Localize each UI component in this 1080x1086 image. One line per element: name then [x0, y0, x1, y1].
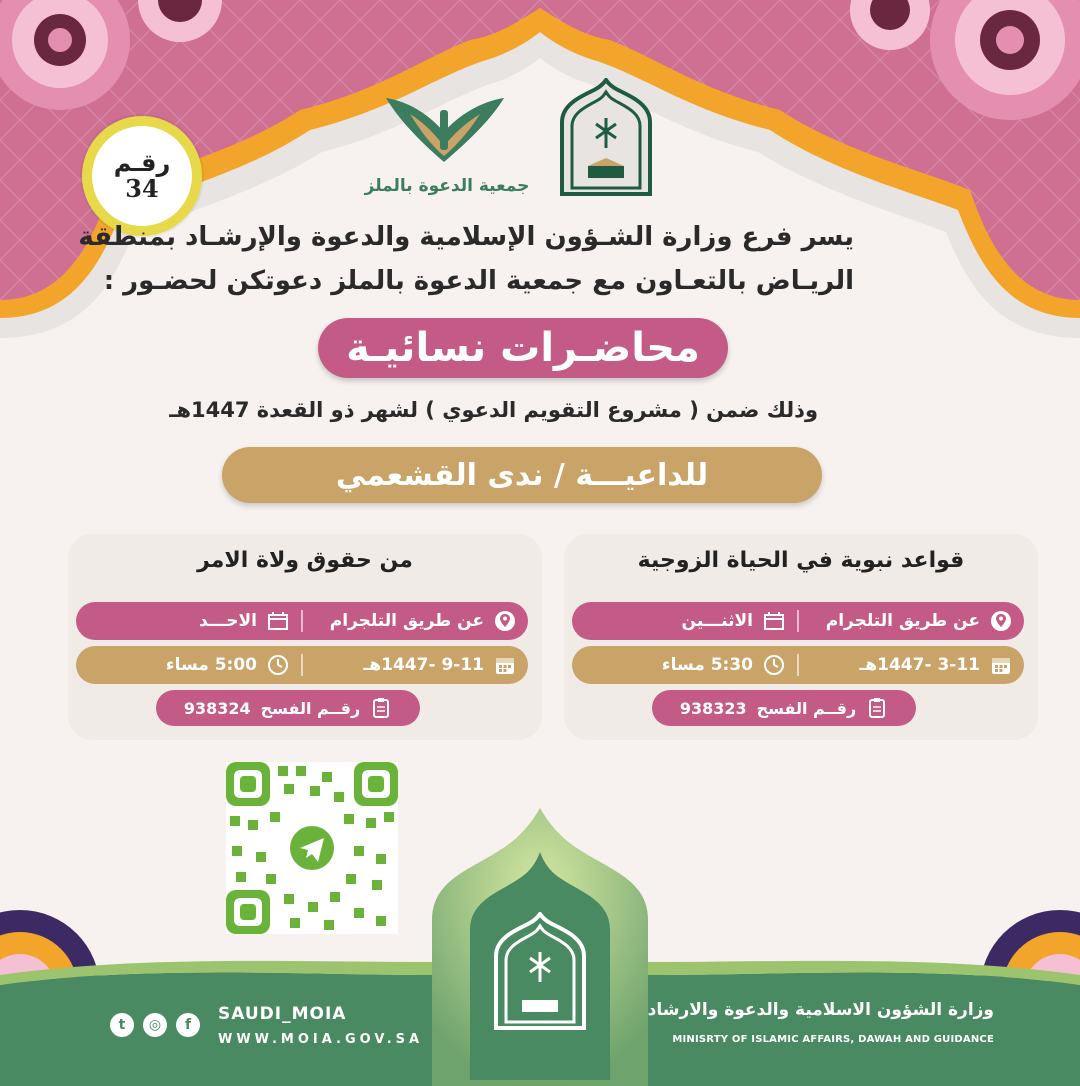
session-card-1: [564, 534, 1038, 740]
session-day: الاثنـــين: [681, 611, 754, 631]
session-pass: [652, 690, 916, 726]
clock-icon: [267, 654, 289, 676]
session-date-row: [76, 646, 528, 684]
session-platform-row: [572, 602, 1024, 640]
pass-label: رقــم الفسح: [756, 698, 857, 718]
session-pass: [156, 690, 420, 726]
ministry-emblem-icon: [558, 78, 654, 196]
footer-emblem-icon: [492, 912, 588, 1030]
project-line: وذلك ضمن ( مشروع التقويم الدعوي ) لشهر ذو القعدة 1447هـ: [169, 398, 818, 422]
instagram-icon[interactable]: ◎: [143, 1013, 167, 1037]
session-date: 3-11 -1447هـ: [859, 655, 980, 675]
session-platform: عن طريق التلجرام: [329, 611, 484, 631]
session-title: قواعد نبوية في الحياة الزوجية: [637, 548, 965, 573]
pass-number: 938324: [183, 698, 251, 718]
session-date-row: [572, 646, 1024, 684]
location-pin-icon: [494, 610, 516, 632]
clock-icon: [763, 654, 785, 676]
pass-label: رقــم الفسح: [260, 698, 361, 718]
footer-website[interactable]: WWW.MOIA.GOV.SA: [218, 1032, 424, 1047]
footer-ministry-ar: وزارة الشؤون الاسلامية والدعوة والارشاد: [647, 1000, 994, 1020]
twitter-icon[interactable]: t: [110, 1013, 134, 1037]
pass-number: 938323: [679, 698, 747, 718]
clipboard-icon: [866, 697, 888, 719]
number-badge: [92, 126, 192, 226]
partner-logo-icon: [382, 88, 508, 174]
intro-line-1: يسر فرع وزارة الشـؤون الإسلامية والدعوة والإرشـاد بمنطقة: [78, 222, 854, 252]
calendar-icon: [763, 610, 785, 632]
partner-logo-caption: جمعية الدعوة بالملز: [364, 176, 530, 196]
badge-number: 34: [125, 174, 159, 203]
session-platform-row: [76, 602, 528, 640]
main-title: محاضـرات نسائيـة: [318, 318, 728, 378]
date-icon: [990, 654, 1012, 676]
session-time: 5:30 مساء: [661, 655, 754, 675]
speaker-name: للداعيـــة / ندى القشعمي: [222, 447, 822, 503]
footer-ministry-en: MINISRTY OF ISLAMIC AFFAIRS, DAWAH AND GUIDANCE: [672, 1034, 994, 1045]
intro-line-2: الريـاض بالتعـاون مع جمعية الدعوة بالملز دعوتكن لحضـور :: [103, 266, 854, 296]
date-icon: [494, 654, 516, 676]
qr-code[interactable]: [226, 762, 398, 934]
session-platform: عن طريق التلجرام: [825, 611, 980, 631]
clipboard-icon: [370, 697, 392, 719]
location-pin-icon: [990, 610, 1012, 632]
session-card-2: [68, 534, 542, 740]
facebook-icon[interactable]: f: [176, 1013, 200, 1037]
session-title: من حقوق ولاة الامر: [197, 548, 413, 573]
session-day: الاحـــد: [199, 611, 258, 631]
session-time: 5:00 مساء: [165, 655, 258, 675]
badge-label: رقـم: [113, 149, 171, 177]
footer-handle[interactable]: SAUDI_MOIA: [218, 1004, 347, 1024]
session-date: 9-11 -1447هـ: [363, 655, 484, 675]
calendar-icon: [267, 610, 289, 632]
